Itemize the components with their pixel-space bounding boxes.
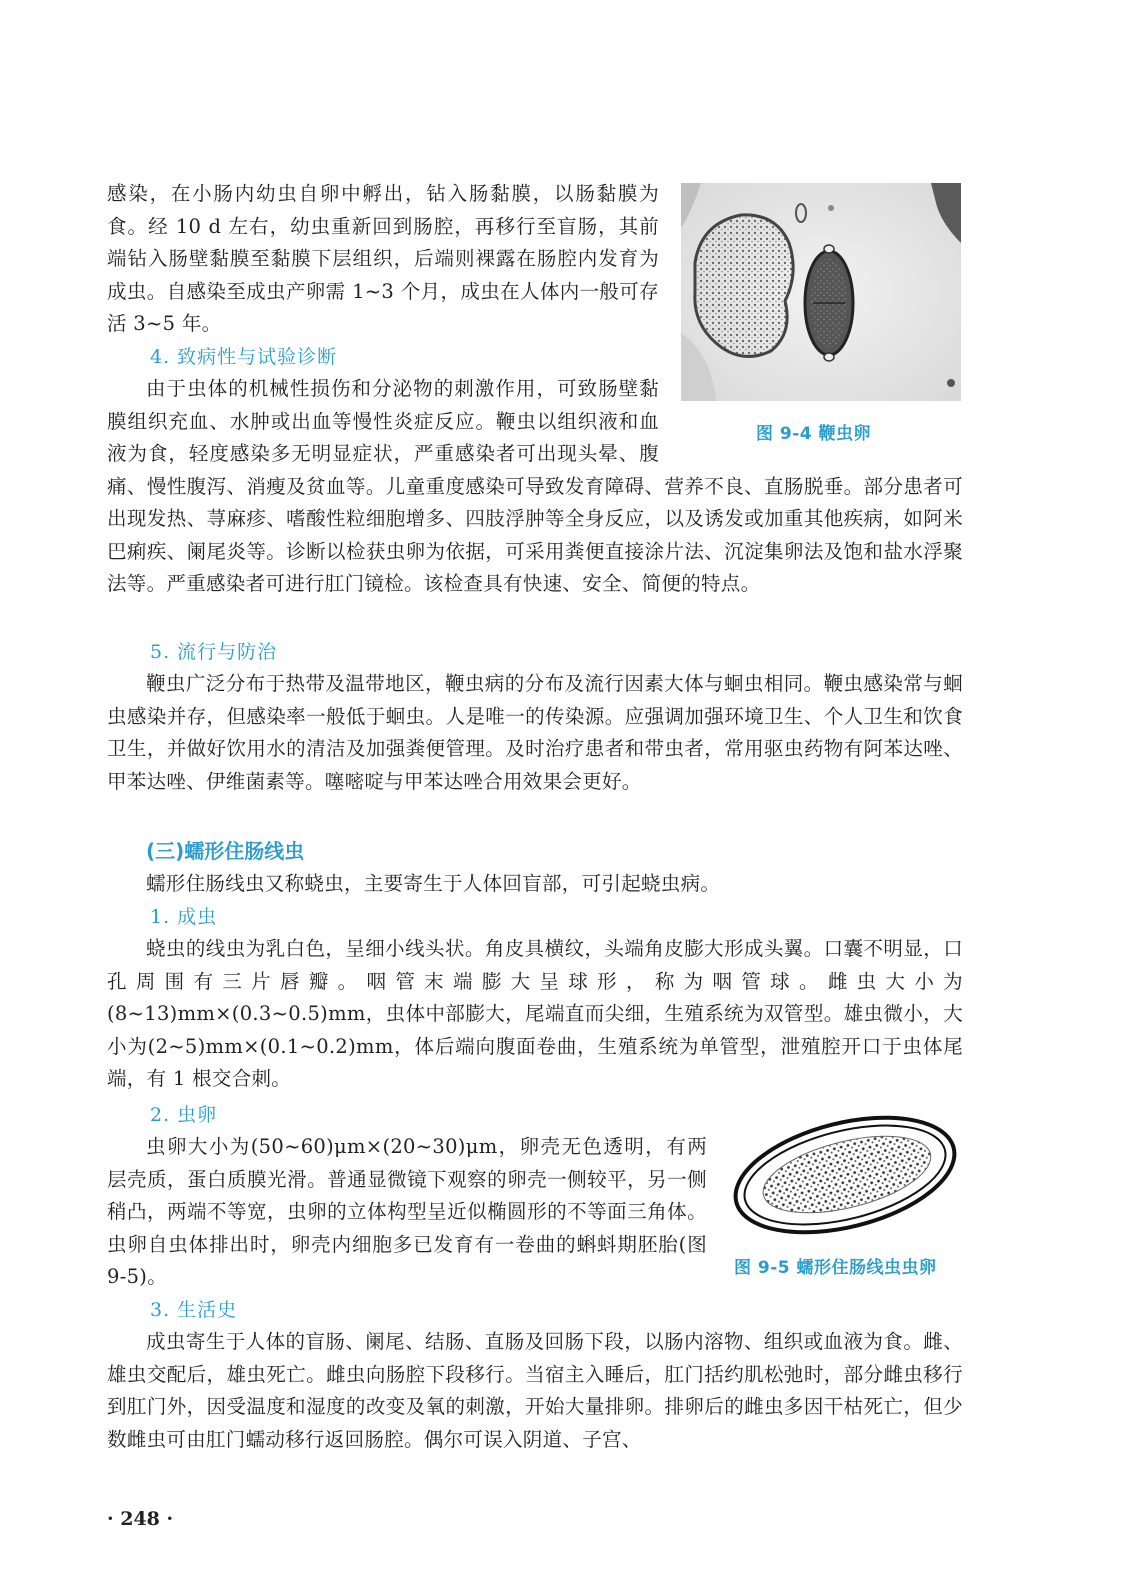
paragraph-text: 鞭虫广泛分布于热带及温带地区，鞭虫病的分布及流行因素大体与蛔虫相同。鞭虫感染常与蛔虫感染并存，但感染率一般低于蛔虫。人是唯一的传染源。应强调加强环境卫生、个人卫生和饮食卫生，并做好饮用水的清洁及加强粪便管理。及时治疗患者和带虫者，常用驱虫药物有阿苯达唑、甲苯达唑、伊维菌素等。噻嘧啶与甲苯达唑合用效果会更好。 [107, 672, 963, 793]
heading-epidemiology: 5. 流行与防治 [150, 641, 278, 663]
paragraph-life-cycle-end [107, 178, 659, 341]
figure-9-5-caption: 图 9-5 蠕形住肠线虫虫卵 [734, 1258, 937, 1278]
paragraph-text: 由于虫体的机械性损伤和分泌物的刺激作用，可致肠壁黏膜组织充血、水肿或出血等慢性炎症反应。鞭虫以组织液和血液为食，轻度感染多无明显症状，严重感染者可出现头晕、腹痛、慢性腹泻、消瘦及贫血等。儿童重度感染可导致发育障碍、营养不良、直肠脱垂。部分患者可出现发热、荨麻疹、嗜酸性粒细胞增多、四肢浮肿等全身反应，以及诱发或加重其他疾病，如阿米巴痢疾、阑尾炎等。诊断以检获虫卵为依据，可采用粪便直接涂片法、沉淀集卵法及饱和盐水浮聚法等。严重感染者可进行肛门镜检。该检查具有快速、安全、简便的特点。 [107, 377, 963, 595]
paragraph-text: 成虫寄生于人体的盲肠、阑尾、结肠、直肠及回肠下段，以肠内溶物、组织或血液为食。雌、雄虫交配后，雄虫死亡。雌虫向肠腔下段移行。当宿主入睡后，肛门括约肌松弛时，部分雌虫移行到肛门外，因受温度和湿度的改变及氧的刺激，开始大量排卵。排卵后的雌虫多因干枯死亡，但少数雌虫可由肛门蠕动移行返回肠腔。偶尔可误入阴道、子宫、 [107, 1330, 963, 1451]
paragraph-text: 虫卵大小为(50~60)μm×(20~30)μm，卵壳无色透明，有两层壳质，蛋白质膜光滑。普通显微镜下观察的卵壳一侧较平，另一侧稍凸，两端不等宽，虫卵的立体构型呈近似椭圆形的不等面三角体。虫卵自虫体排出时，卵壳内细胞多已发育有一卷曲的蝌蚪期胚胎(图 9-5)。 [107, 1135, 707, 1288]
paragraph-pathogenicity [107, 373, 963, 601]
heading-adult: 1. 成虫 [150, 906, 218, 928]
figure-enterobius-egg [727, 1103, 963, 1243]
enterobius-egg-drawing [727, 1103, 963, 1243]
paragraph-enterobius-intro [107, 868, 963, 901]
figure-wrap-spacer [659, 373, 963, 470]
paragraph-epidemiology [107, 668, 963, 798]
paragraph-adult [107, 933, 963, 1096]
heading-enterobius: (三)蠕形住肠线虫 [146, 839, 305, 863]
paragraph-text: 蛲虫的线虫为乳白色，呈细小线头状。角皮具横纹，头端角皮膨大形成头翼。口囊不明显，口孔周围有三片唇瓣。咽管末端膨大呈球形，称为咽管球。雌虫大小为(8~13)mm×(0.3~0.5)mm，虫体中部膨大，尾端直而尖细，生殖系统为双管型。雄虫微小，大小为(2~5)mm×(0.1~0.2)mm，体后端向腹面卷曲，生殖系统为单管型，泄殖腔开口于虫体尾端，有 1 根交合刺。 [107, 937, 963, 1090]
figure-9-4-caption: 图 9-4 鞭虫卵 [756, 424, 872, 444]
heading-life-cycle: 3. 生活史 [150, 1299, 238, 1321]
page-number: · 248 · [107, 1508, 174, 1530]
paragraph-text: 感染，在小肠内幼虫自卵中孵出，钻入肠黏膜，以肠黏膜为食。经 10 d 左右，幼虫重新回到肠腔，再移行至盲肠，其前端钻入肠壁黏膜至黏膜下层组织，后端则裸露在肠腔内发育为成虫。自感染至成虫产卵需 1~3 个月，成虫在人体内一般可存活 3~5 年。 [107, 182, 659, 335]
trichuris-egg-micrograph [681, 183, 961, 401]
paragraph-text: 蠕形住肠线虫又称蛲虫，主要寄生于人体回盲部，可引起蛲虫病。 [146, 872, 721, 895]
heading-pathogenicity: 4. 致病性与试验诊断 [150, 346, 338, 368]
figure-trichuris-egg [681, 183, 961, 401]
heading-egg: 2. 虫卵 [150, 1104, 218, 1126]
paragraph-life-cycle [107, 1326, 963, 1456]
paragraph-egg [107, 1131, 707, 1294]
